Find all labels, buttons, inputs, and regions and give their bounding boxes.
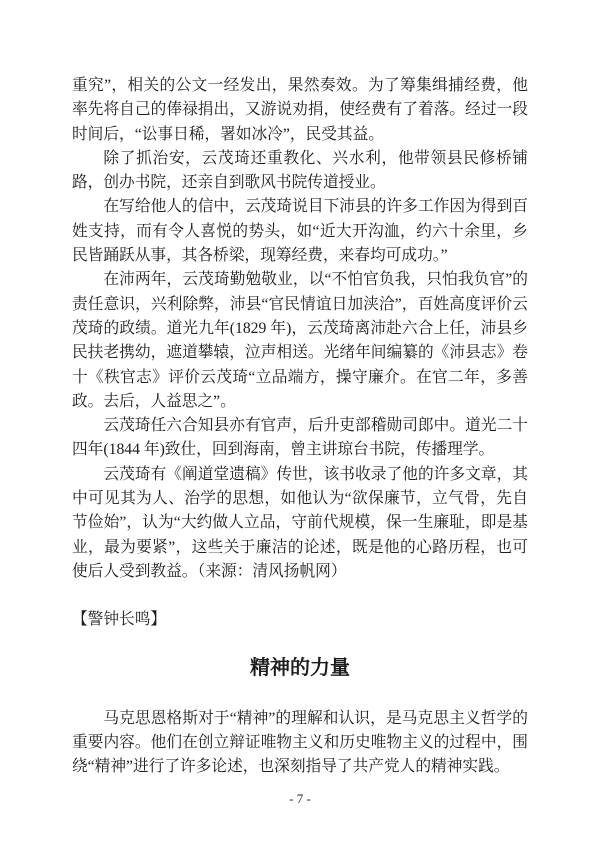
section-marker: 【警钟长鸣】: [72, 611, 167, 629]
page-content: [72, 74, 528, 779]
paragraph: 在写给他人的信中，云茂琦说目下沛县的许多工作因为得到百姓支持，而有令人喜悦的势头，如“近大开沟洫，约六十余里，乡民皆踊跃从事，其各桥梁，现筹经费，来春均可成功。”: [72, 198, 528, 265]
paragraph: 马克思恩格斯对于“精神”的理解和认识，是马克思主义哲学的重要内容。他们在创立辩证唯物主义和历史唯物主义的过程中，围绕“精神”进行了许多论述，也深刻指导了共产党人的精神实践。: [72, 709, 528, 776]
article-title: 精神的力量: [250, 656, 350, 679]
paragraph: 在沛两年，云茂琦勤勉敬业，以“不怕官负我，只怕我负官”的责任意识，兴利除弊，沛县“官民情谊日加浃洽”，百姓高度评价云茂琦的政绩。道光九年(1829 年)，云茂琦离沛赴六合上任，沛县乡民扶老携幼，遮道攀辕，泣声相送。光绪年间编纂的《沛县志》卷十《秩官志》评价云茂琦“立品端方，操守廉介。在官二年，多善政。去后，人益思之”。: [72, 271, 528, 410]
page-number: - 7 -: [289, 791, 311, 806]
article-paragraphs: [72, 707, 528, 780]
body-paragraphs: [72, 74, 528, 584]
paragraph: 云茂琦任六合知县亦有官声，后升吏部稽勋司郎中。道光二十四年(1844 年)致仕，回到海南，曾主讲琼台书院，传播理学。: [72, 417, 528, 459]
paragraph: 云茂琦有《阐道堂遗稿》传世，该书收录了他的许多文章，其中可见其为人、治学的思想，如他认为“欲保廉节，立气骨，先自节俭始”，认为“大约做人立品，守前代规模，保一生廉耻，即是基业，最为要紧”，这些关于廉洁的论述，既是他的心路历程，也可使后人受到教益。（来源：清风扬帆网）: [72, 465, 528, 580]
paragraph: 重究”，相关的公文一经发出，果然奏效。为了筹集缉捕经费，他率先将自己的俸禄捐出，又游说劝捐，使经费有了着落。经过一段时间后，“讼事日稀，署如冰冷”，民受其益。: [72, 77, 528, 143]
paragraph: 除了抓治安，云茂琦还重教化、兴水利，他带领县民修桥铺路，创办书院，还亲自到歌风书院传道授业。: [72, 149, 528, 192]
